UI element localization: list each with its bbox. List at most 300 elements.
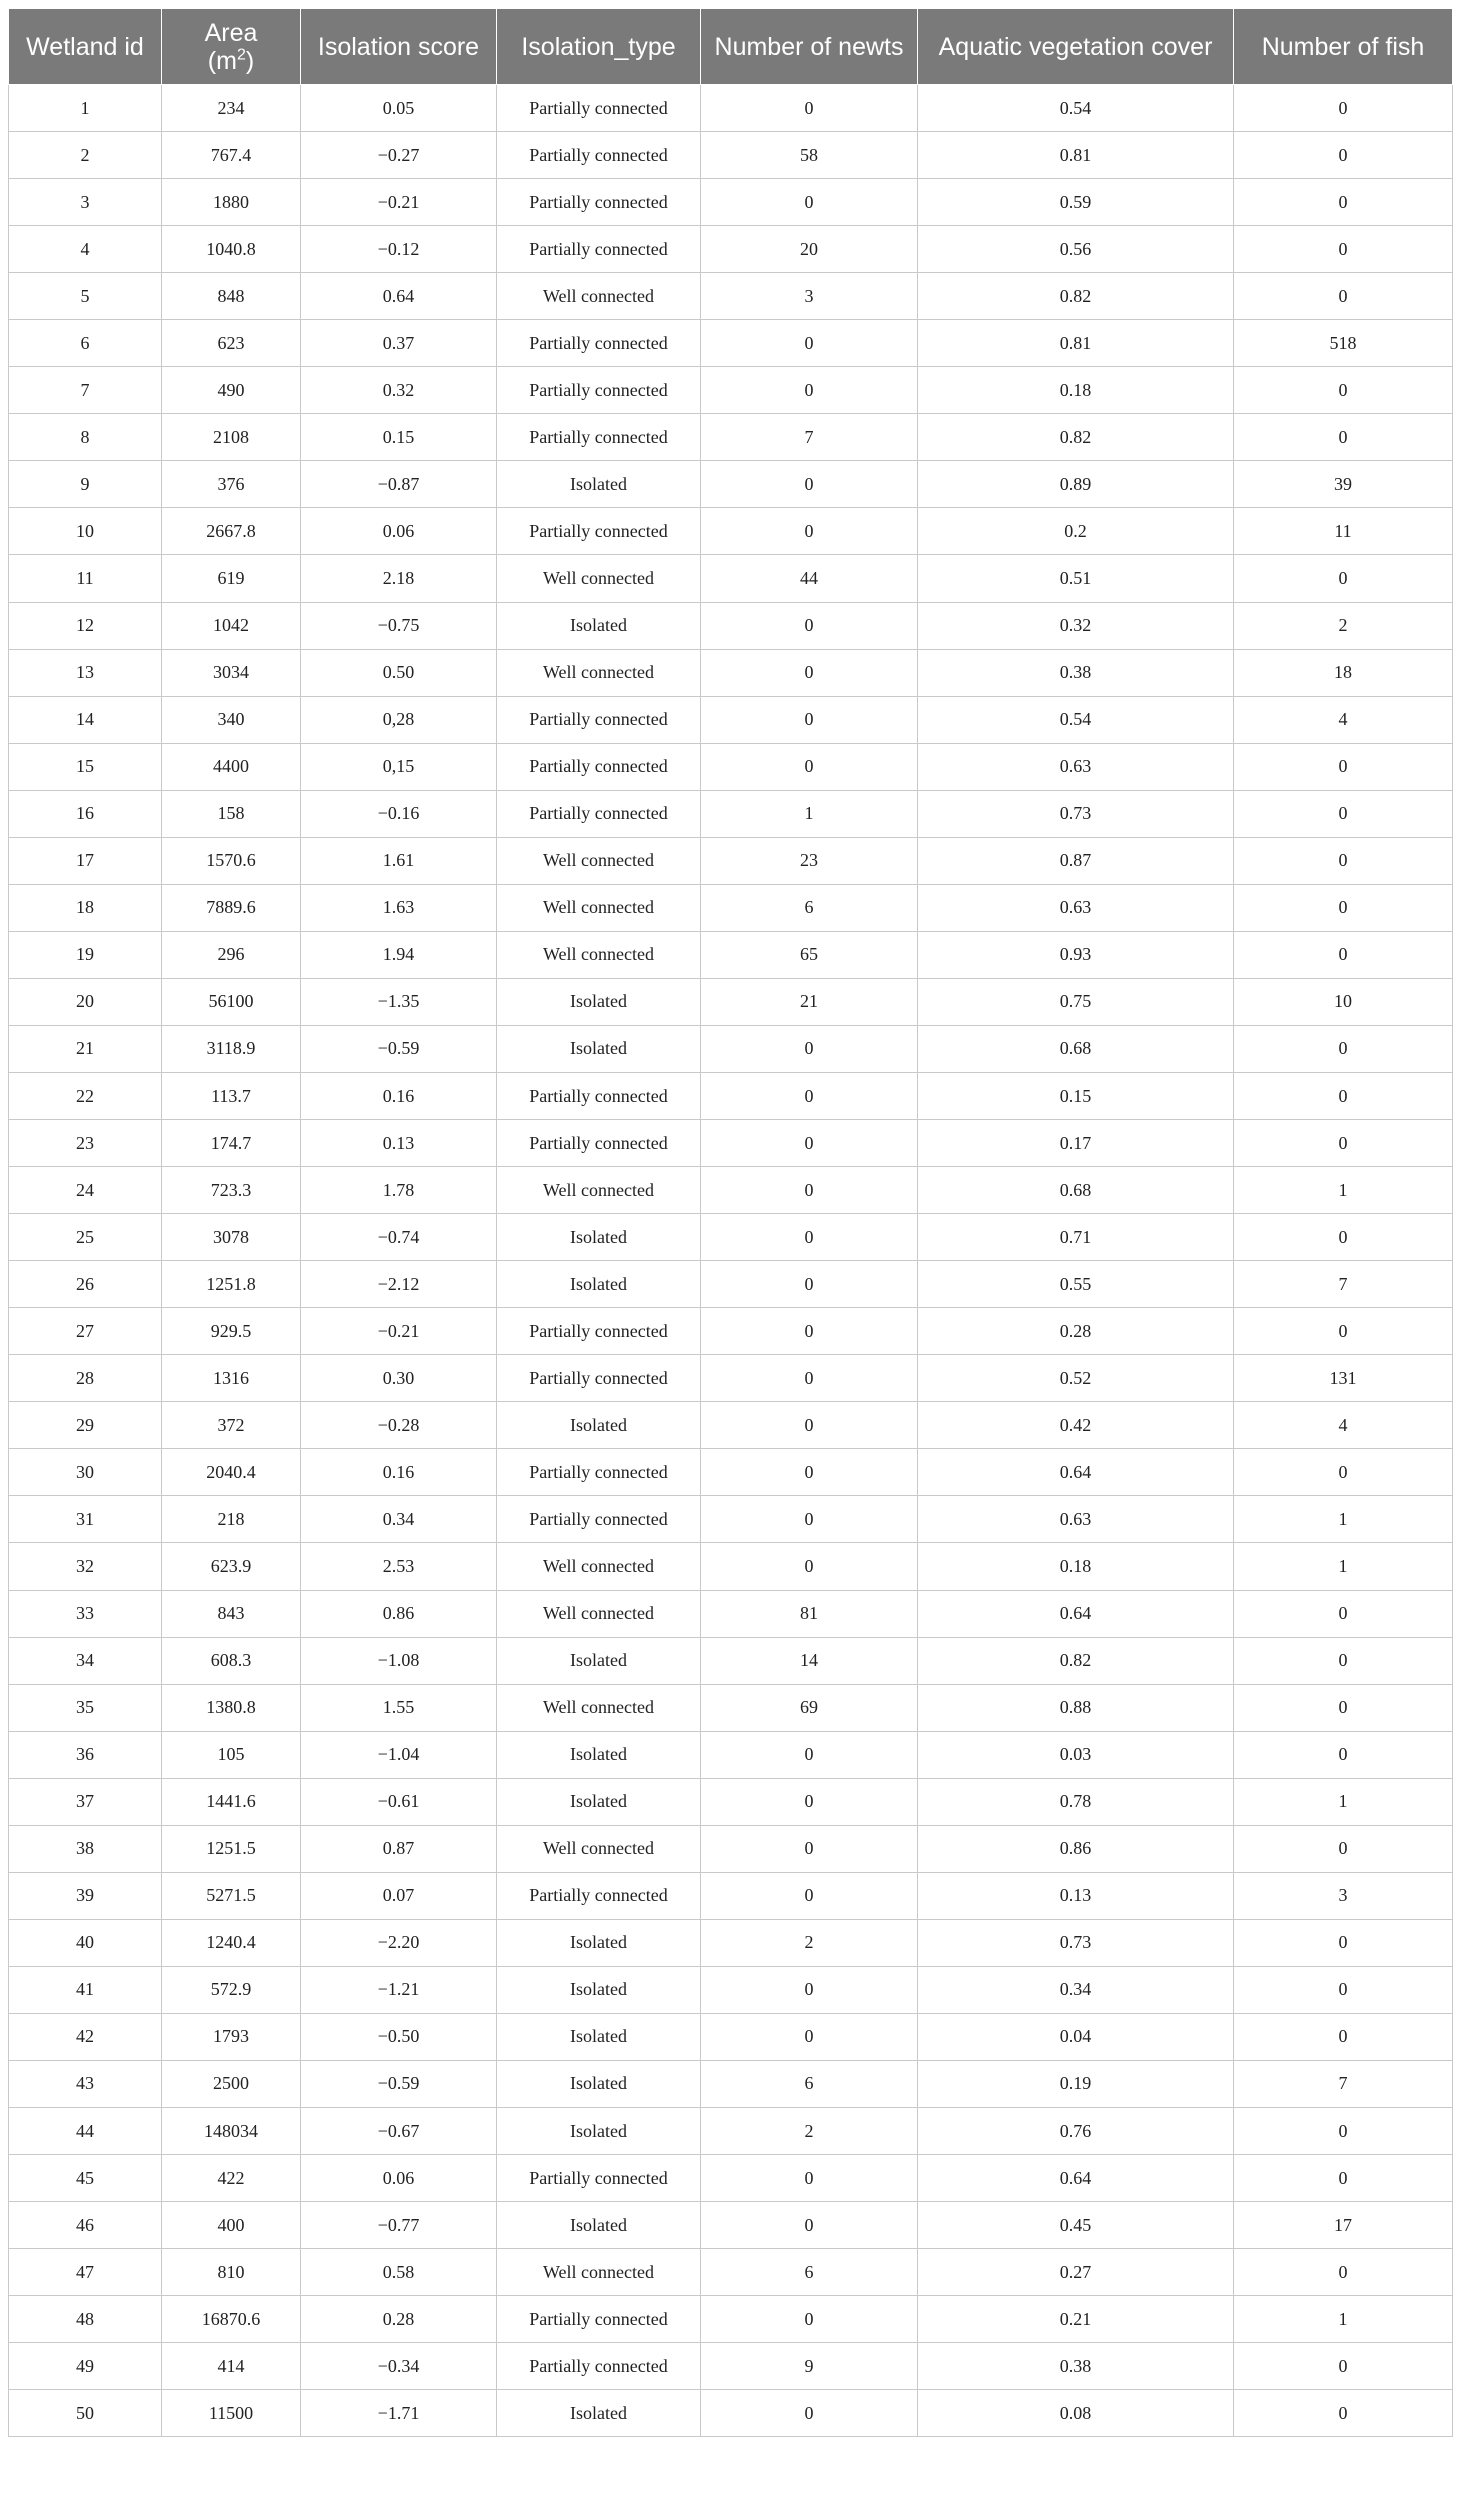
table-row	[9, 790, 1453, 837]
cell-number-of-newts: 65	[701, 931, 918, 978]
cell-isolation-type: Partially connected	[497, 320, 701, 367]
cell-aquatic-vegetation-cover: 0.76	[918, 2108, 1234, 2155]
cell-aquatic-vegetation-cover: 0.75	[918, 978, 1234, 1025]
cell-number-of-fish: 0	[1234, 1684, 1453, 1731]
cell-isolation-type: Isolated	[497, 602, 701, 649]
cell-number-of-fish: 0	[1234, 790, 1453, 837]
cell-isolation-type: Isolated	[497, 2013, 701, 2060]
table-row	[9, 1261, 1453, 1308]
cell-isolation-score: 2.53	[301, 1543, 497, 1590]
cell-area: 623	[162, 320, 301, 367]
cell-number-of-newts: 0	[701, 1872, 918, 1919]
cell-area: 56100	[162, 978, 301, 1025]
cell-isolation-score: 0,15	[301, 743, 497, 790]
cell-area: 234	[162, 85, 301, 132]
cell-wetland-id: 12	[9, 602, 162, 649]
table-row	[9, 2202, 1453, 2249]
header-number-of-fish: Number of fish	[1234, 9, 1453, 85]
cell-isolation-type: Isolated	[497, 461, 701, 508]
cell-area: 490	[162, 367, 301, 414]
cell-aquatic-vegetation-cover: 0.34	[918, 1966, 1234, 2013]
cell-aquatic-vegetation-cover: 0.78	[918, 1778, 1234, 1825]
cell-number-of-newts: 0	[701, 2202, 918, 2249]
cell-number-of-fish: 0	[1234, 1825, 1453, 1872]
cell-aquatic-vegetation-cover: 0.89	[918, 461, 1234, 508]
cell-area: 1251.5	[162, 1825, 301, 1872]
cell-aquatic-vegetation-cover: 0.51	[918, 555, 1234, 602]
cell-number-of-newts: 0	[701, 696, 918, 743]
cell-number-of-fish: 1	[1234, 2296, 1453, 2343]
cell-number-of-newts: 58	[701, 132, 918, 179]
cell-number-of-fish: 0	[1234, 1731, 1453, 1778]
cell-area: 3078	[162, 1214, 301, 1261]
cell-area: 1570.6	[162, 837, 301, 884]
cell-isolation-score: −0.87	[301, 461, 497, 508]
table-row	[9, 1120, 1453, 1167]
cell-wetland-id: 42	[9, 2013, 162, 2060]
cell-number-of-newts: 0	[701, 1025, 918, 1072]
cell-number-of-newts: 0	[701, 179, 918, 226]
cell-isolation-type: Partially connected	[497, 2343, 701, 2390]
cell-aquatic-vegetation-cover: 0.19	[918, 2060, 1234, 2107]
cell-aquatic-vegetation-cover: 0.82	[918, 1637, 1234, 1684]
cell-area: 1793	[162, 2013, 301, 2060]
table-row	[9, 2013, 1453, 2060]
cell-isolation-score: 0.50	[301, 649, 497, 696]
cell-isolation-type: Partially connected	[497, 1072, 701, 1119]
cell-isolation-type: Partially connected	[497, 226, 701, 273]
cell-number-of-fish: 1	[1234, 1496, 1453, 1543]
cell-area: 218	[162, 1496, 301, 1543]
cell-number-of-fish: 10	[1234, 978, 1453, 1025]
cell-aquatic-vegetation-cover: 0.42	[918, 1402, 1234, 1449]
table-container	[8, 8, 1452, 2437]
cell-aquatic-vegetation-cover: 0.73	[918, 1919, 1234, 1966]
cell-isolation-score: −0.59	[301, 1025, 497, 1072]
cell-aquatic-vegetation-cover: 0.82	[918, 414, 1234, 461]
cell-wetland-id: 7	[9, 367, 162, 414]
cell-wetland-id: 11	[9, 555, 162, 602]
cell-wetland-id: 27	[9, 1308, 162, 1355]
cell-number-of-fish: 18	[1234, 649, 1453, 696]
cell-isolation-score: −0.12	[301, 226, 497, 273]
table-row	[9, 2249, 1453, 2296]
cell-isolation-type: Isolated	[497, 2108, 701, 2155]
table-row	[9, 132, 1453, 179]
cell-number-of-newts: 20	[701, 226, 918, 273]
table-row	[9, 2108, 1453, 2155]
cell-aquatic-vegetation-cover: 0.64	[918, 1590, 1234, 1637]
cell-number-of-newts: 0	[701, 1072, 918, 1119]
cell-isolation-type: Partially connected	[497, 743, 701, 790]
cell-wetland-id: 29	[9, 1402, 162, 1449]
cell-aquatic-vegetation-cover: 0.38	[918, 2343, 1234, 2390]
cell-isolation-type: Well connected	[497, 2249, 701, 2296]
cell-wetland-id: 25	[9, 1214, 162, 1261]
cell-area: 767.4	[162, 132, 301, 179]
table-row	[9, 978, 1453, 1025]
cell-number-of-fish: 0	[1234, 1966, 1453, 2013]
cell-number-of-fish: 0	[1234, 367, 1453, 414]
cell-isolation-score: 0.16	[301, 1072, 497, 1119]
cell-isolation-type: Isolated	[497, 1731, 701, 1778]
cell-isolation-score: −1.35	[301, 978, 497, 1025]
cell-number-of-newts: 0	[701, 2013, 918, 2060]
cell-isolation-score: 0.86	[301, 1590, 497, 1637]
cell-isolation-score: −2.12	[301, 1261, 497, 1308]
cell-isolation-type: Isolated	[497, 1261, 701, 1308]
cell-isolation-type: Isolated	[497, 1214, 701, 1261]
cell-wetland-id: 38	[9, 1825, 162, 1872]
cell-aquatic-vegetation-cover: 0.64	[918, 1449, 1234, 1496]
cell-isolation-type: Partially connected	[497, 367, 701, 414]
cell-number-of-fish: 518	[1234, 320, 1453, 367]
cell-wetland-id: 4	[9, 226, 162, 273]
cell-wetland-id: 33	[9, 1590, 162, 1637]
table-row	[9, 1072, 1453, 1119]
cell-wetland-id: 2	[9, 132, 162, 179]
cell-aquatic-vegetation-cover: 0.54	[918, 696, 1234, 743]
cell-number-of-fish: 0	[1234, 273, 1453, 320]
cell-aquatic-vegetation-cover: 0.17	[918, 1120, 1234, 1167]
cell-aquatic-vegetation-cover: 0.32	[918, 602, 1234, 649]
cell-wetland-id: 39	[9, 1872, 162, 1919]
cell-isolation-type: Well connected	[497, 555, 701, 602]
cell-isolation-score: 1.61	[301, 837, 497, 884]
cell-number-of-newts: 0	[701, 1261, 918, 1308]
cell-isolation-score: −0.34	[301, 2343, 497, 2390]
cell-wetland-id: 23	[9, 1120, 162, 1167]
table-row	[9, 1449, 1453, 1496]
cell-area: 4400	[162, 743, 301, 790]
cell-number-of-newts: 2	[701, 1919, 918, 1966]
cell-wetland-id: 9	[9, 461, 162, 508]
cell-aquatic-vegetation-cover: 0.27	[918, 2249, 1234, 2296]
cell-aquatic-vegetation-cover: 0.55	[918, 1261, 1234, 1308]
cell-number-of-fish: 0	[1234, 743, 1453, 790]
cell-number-of-newts: 1	[701, 790, 918, 837]
cell-isolation-score: 0.16	[301, 1449, 497, 1496]
cell-isolation-score: 0.87	[301, 1825, 497, 1872]
cell-area: 376	[162, 461, 301, 508]
cell-area: 7889.6	[162, 884, 301, 931]
cell-number-of-newts: 7	[701, 414, 918, 461]
cell-isolation-type: Partially connected	[497, 1496, 701, 1543]
cell-number-of-newts: 6	[701, 2249, 918, 2296]
cell-aquatic-vegetation-cover: 0.45	[918, 2202, 1234, 2249]
cell-isolation-score: 0.28	[301, 2296, 497, 2343]
cell-area: 843	[162, 1590, 301, 1637]
cell-aquatic-vegetation-cover: 0.08	[918, 2390, 1234, 2437]
cell-number-of-fish: 3	[1234, 1872, 1453, 1919]
table-row	[9, 602, 1453, 649]
cell-area: 810	[162, 2249, 301, 2296]
cell-aquatic-vegetation-cover: 0.59	[918, 179, 1234, 226]
cell-number-of-fish: 0	[1234, 179, 1453, 226]
table-row	[9, 414, 1453, 461]
cell-wetland-id: 15	[9, 743, 162, 790]
cell-number-of-fish: 2	[1234, 602, 1453, 649]
cell-area: 414	[162, 2343, 301, 2390]
cell-number-of-newts: 0	[701, 1543, 918, 1590]
cell-number-of-newts: 21	[701, 978, 918, 1025]
table-row	[9, 2343, 1453, 2390]
table-row	[9, 1025, 1453, 1072]
table-row	[9, 273, 1453, 320]
cell-number-of-newts: 6	[701, 2060, 918, 2107]
cell-number-of-fish: 1	[1234, 1543, 1453, 1590]
cell-area: 148034	[162, 2108, 301, 2155]
cell-wetland-id: 34	[9, 1637, 162, 1684]
header-area	[162, 9, 301, 85]
cell-number-of-newts: 0	[701, 602, 918, 649]
cell-isolation-score: −0.74	[301, 1214, 497, 1261]
cell-wetland-id: 10	[9, 508, 162, 555]
cell-wetland-id: 6	[9, 320, 162, 367]
cell-number-of-newts: 0	[701, 743, 918, 790]
cell-number-of-newts: 0	[701, 1731, 918, 1778]
cell-number-of-fish: 0	[1234, 2155, 1453, 2202]
cell-aquatic-vegetation-cover: 0.2	[918, 508, 1234, 555]
table-row	[9, 696, 1453, 743]
cell-area: 1441.6	[162, 1778, 301, 1825]
table-row	[9, 1872, 1453, 1919]
cell-number-of-newts: 0	[701, 367, 918, 414]
cell-number-of-newts: 0	[701, 1308, 918, 1355]
table-row	[9, 1637, 1453, 1684]
cell-isolation-type: Partially connected	[497, 696, 701, 743]
cell-isolation-score: 0.06	[301, 2155, 497, 2202]
cell-number-of-fish: 11	[1234, 508, 1453, 555]
cell-wetland-id: 20	[9, 978, 162, 1025]
cell-isolation-type: Isolated	[497, 2202, 701, 2249]
cell-aquatic-vegetation-cover: 0.38	[918, 649, 1234, 696]
table-row	[9, 1543, 1453, 1590]
cell-area: 723.3	[162, 1167, 301, 1214]
cell-number-of-newts: 2	[701, 2108, 918, 2155]
cell-aquatic-vegetation-cover: 0.56	[918, 226, 1234, 273]
cell-aquatic-vegetation-cover: 0.81	[918, 132, 1234, 179]
cell-wetland-id: 28	[9, 1355, 162, 1402]
cell-area: 422	[162, 2155, 301, 2202]
cell-aquatic-vegetation-cover: 0.64	[918, 2155, 1234, 2202]
cell-wetland-id: 24	[9, 1167, 162, 1214]
cell-isolation-score: 0.13	[301, 1120, 497, 1167]
cell-aquatic-vegetation-cover: 0.81	[918, 320, 1234, 367]
cell-number-of-fish: 0	[1234, 414, 1453, 461]
cell-number-of-fish: 7	[1234, 1261, 1453, 1308]
cell-wetland-id: 36	[9, 1731, 162, 1778]
cell-aquatic-vegetation-cover: 0.18	[918, 367, 1234, 414]
cell-number-of-fish: 0	[1234, 1214, 1453, 1261]
cell-isolation-type: Isolated	[497, 1402, 701, 1449]
cell-isolation-score: 0.32	[301, 367, 497, 414]
cell-isolation-type: Well connected	[497, 1167, 701, 1214]
table-row	[9, 649, 1453, 696]
cell-wetland-id: 40	[9, 1919, 162, 1966]
cell-number-of-newts: 0	[701, 1355, 918, 1402]
cell-area: 848	[162, 273, 301, 320]
cell-isolation-type: Isolated	[497, 1778, 701, 1825]
cell-isolation-score: 0.06	[301, 508, 497, 555]
cell-number-of-newts: 69	[701, 1684, 918, 1731]
cell-number-of-newts: 0	[701, 1778, 918, 1825]
cell-aquatic-vegetation-cover: 0.18	[918, 1543, 1234, 1590]
cell-isolation-score: −1.04	[301, 1731, 497, 1778]
cell-area: 1042	[162, 602, 301, 649]
cell-area: 2040.4	[162, 1449, 301, 1496]
table-row	[9, 2060, 1453, 2107]
cell-number-of-newts: 14	[701, 1637, 918, 1684]
cell-area: 619	[162, 555, 301, 602]
cell-area: 296	[162, 931, 301, 978]
table-row	[9, 931, 1453, 978]
table-row	[9, 2155, 1453, 2202]
cell-isolation-type: Isolated	[497, 2060, 701, 2107]
cell-number-of-fish: 0	[1234, 2390, 1453, 2437]
cell-area: 105	[162, 1731, 301, 1778]
cell-area: 3118.9	[162, 1025, 301, 1072]
table-row	[9, 1402, 1453, 1449]
cell-wetland-id: 46	[9, 2202, 162, 2249]
header-area-unit-close: )	[245, 46, 255, 75]
cell-isolation-type: Well connected	[497, 1684, 701, 1731]
cell-isolation-type: Isolated	[497, 1025, 701, 1072]
cell-isolation-type: Isolated	[497, 1966, 701, 2013]
cell-number-of-newts: 0	[701, 461, 918, 508]
cell-isolation-type: Partially connected	[497, 1449, 701, 1496]
cell-isolation-score: 0.05	[301, 85, 497, 132]
cell-wetland-id: 17	[9, 837, 162, 884]
table-row	[9, 1825, 1453, 1872]
table-row	[9, 1684, 1453, 1731]
cell-area: 1240.4	[162, 1919, 301, 1966]
cell-number-of-newts: 0	[701, 1402, 918, 1449]
cell-number-of-newts: 44	[701, 555, 918, 602]
cell-isolation-score: −0.28	[301, 1402, 497, 1449]
table-row	[9, 1966, 1453, 2013]
cell-isolation-type: Partially connected	[497, 2296, 701, 2343]
cell-wetland-id: 1	[9, 85, 162, 132]
cell-isolation-score: 0.34	[301, 1496, 497, 1543]
cell-number-of-newts: 3	[701, 273, 918, 320]
table-row	[9, 1731, 1453, 1778]
cell-area: 174.7	[162, 1120, 301, 1167]
cell-wetland-id: 35	[9, 1684, 162, 1731]
cell-area: 11500	[162, 2390, 301, 2437]
cell-number-of-fish: 0	[1234, 2249, 1453, 2296]
cell-area: 16870.6	[162, 2296, 301, 2343]
cell-number-of-fish: 131	[1234, 1355, 1453, 1402]
cell-area: 2667.8	[162, 508, 301, 555]
header-isolation-type: Isolation_type	[497, 9, 701, 85]
cell-number-of-newts: 0	[701, 1120, 918, 1167]
table-header	[9, 9, 1453, 85]
cell-area: 3034	[162, 649, 301, 696]
cell-number-of-newts: 0	[701, 2390, 918, 2437]
cell-number-of-newts: 9	[701, 2343, 918, 2390]
cell-area: 2500	[162, 2060, 301, 2107]
header-aquatic-vegetation-cover: Aquatic vegetation cover	[918, 9, 1234, 85]
cell-wetland-id: 8	[9, 414, 162, 461]
cell-number-of-newts: 0	[701, 1496, 918, 1543]
cell-isolation-type: Partially connected	[497, 1120, 701, 1167]
cell-aquatic-vegetation-cover: 0.28	[918, 1308, 1234, 1355]
header-area-unit-sup: 2	[236, 46, 246, 64]
cell-aquatic-vegetation-cover: 0.63	[918, 1496, 1234, 1543]
cell-area: 158	[162, 790, 301, 837]
cell-isolation-type: Well connected	[497, 649, 701, 696]
cell-isolation-type: Isolated	[497, 1919, 701, 1966]
cell-number-of-newts: 0	[701, 649, 918, 696]
cell-number-of-fish: 0	[1234, 1308, 1453, 1355]
cell-isolation-score: −0.21	[301, 179, 497, 226]
cell-isolation-score: 0,28	[301, 696, 497, 743]
cell-isolation-type: Partially connected	[497, 2155, 701, 2202]
table-row	[9, 461, 1453, 508]
cell-aquatic-vegetation-cover: 0.68	[918, 1025, 1234, 1072]
cell-isolation-type: Well connected	[497, 931, 701, 978]
cell-number-of-fish: 0	[1234, 931, 1453, 978]
cell-isolation-type: Well connected	[497, 273, 701, 320]
cell-isolation-score: 1.63	[301, 884, 497, 931]
cell-isolation-score: −0.16	[301, 790, 497, 837]
cell-aquatic-vegetation-cover: 0.52	[918, 1355, 1234, 1402]
cell-isolation-score: −0.21	[301, 1308, 497, 1355]
cell-number-of-fish: 1	[1234, 1167, 1453, 1214]
cell-number-of-newts: 0	[701, 1966, 918, 2013]
cell-area: 2108	[162, 414, 301, 461]
cell-number-of-fish: 0	[1234, 884, 1453, 931]
cell-isolation-score: 0.58	[301, 2249, 497, 2296]
cell-area: 5271.5	[162, 1872, 301, 1919]
cell-wetland-id: 31	[9, 1496, 162, 1543]
cell-isolation-type: Isolated	[497, 1637, 701, 1684]
table-row	[9, 179, 1453, 226]
cell-aquatic-vegetation-cover: 0.15	[918, 1072, 1234, 1119]
cell-isolation-type: Partially connected	[497, 1308, 701, 1355]
cell-number-of-fish: 0	[1234, 85, 1453, 132]
table-row	[9, 884, 1453, 931]
cell-isolation-type: Isolated	[497, 978, 701, 1025]
cell-number-of-newts: 0	[701, 1214, 918, 1261]
cell-isolation-score: −1.21	[301, 1966, 497, 2013]
cell-area: 608.3	[162, 1637, 301, 1684]
cell-isolation-type: Isolated	[497, 2390, 701, 2437]
cell-area: 1040.8	[162, 226, 301, 273]
cell-area: 1316	[162, 1355, 301, 1402]
cell-isolation-score: 0.37	[301, 320, 497, 367]
cell-isolation-score: −0.59	[301, 2060, 497, 2107]
cell-number-of-fish: 4	[1234, 1402, 1453, 1449]
cell-aquatic-vegetation-cover: 0.82	[918, 273, 1234, 320]
cell-number-of-fish: 0	[1234, 2343, 1453, 2390]
cell-isolation-score: −0.77	[301, 2202, 497, 2249]
cell-number-of-fish: 0	[1234, 132, 1453, 179]
cell-isolation-score: 0.30	[301, 1355, 497, 1402]
cell-wetland-id: 16	[9, 790, 162, 837]
table-row	[9, 743, 1453, 790]
table-row	[9, 1308, 1453, 1355]
cell-isolation-type: Partially connected	[497, 85, 701, 132]
cell-isolation-type: Partially connected	[497, 1355, 701, 1402]
cell-number-of-fish: 0	[1234, 226, 1453, 273]
cell-area: 340	[162, 696, 301, 743]
cell-isolation-type: Partially connected	[497, 508, 701, 555]
table-row	[9, 555, 1453, 602]
cell-wetland-id: 45	[9, 2155, 162, 2202]
cell-area: 572.9	[162, 1966, 301, 2013]
